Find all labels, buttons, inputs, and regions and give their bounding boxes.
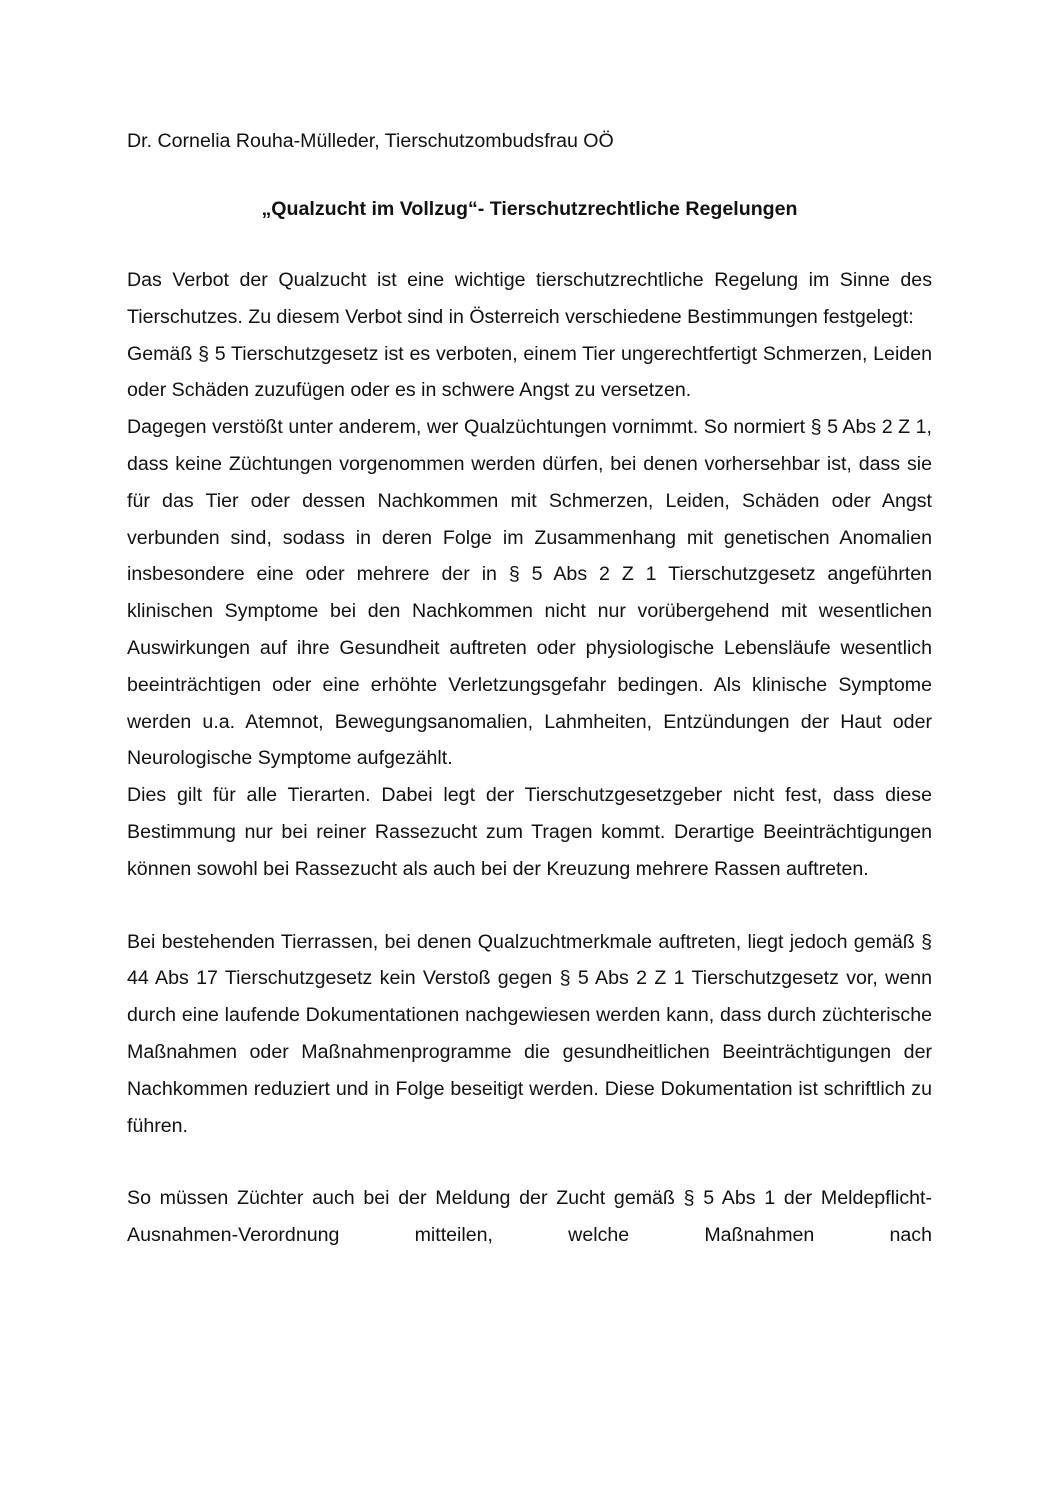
paragraph-section5: Gemäß § 5 Tierschutzgesetz ist es verboten, einem Tier ungerechtfertigt Schmerzen, Leiden oder Schäden zuzufügen oder es in schwere Angst zu versetzen.	[127, 342, 932, 402]
document-body	[127, 126, 932, 1254]
paragraph-meldung-zucht: So müssen Züchter auch bei der Meldung der Zucht gemäß § 5 Abs 1 der Meldepflicht-Ausnahmen-Verordnung mitteilen, welche Maßnahmen nach	[127, 1187, 932, 1247]
document-title: „Qualzucht im Vollzug“- Tierschutzrechtliche Regelungen	[261, 198, 798, 220]
paragraph-qualzuechtungen: Dagegen verstößt unter anderem, wer Qualzüchtungen vornimmt. So normiert § 5 Abs 2 Z 1, dass keine Züchtungen vorgenommen werden dürfen, bei denen vorhersehbar ist, dass sie für das Tier oder dessen Nachkommen mit Schmerzen, Leiden, Schäden oder Angst verbunden sind, sodass in deren Folge im Zusammenhang mit genetischen Anomalien insbesondere eine oder mehrere der in § 5 Abs 2 Z 1 Tierschutzgesetz angeführten klinischen Symptome bei den Nachkommen nicht nur vorübergehend mit wesentlichen Auswirkungen auf ihre Gesundheit auftreten oder physiologische Lebensläufe wesentlich beeinträchtigen oder eine erhöhte Verletzungsgefahr bedingen. Als klinische Symptome werden u.a. Atemnot, Bewegungsanomalien, Lahmheiten, Entzündungen der Haut oder Neurologische Symptome aufgezählt.	[127, 416, 932, 770]
paragraph-intro: Das Verbot der Qualzucht ist eine wichtige tierschutzrechtliche Regelung im Sinne des Tierschutzes. Zu diesem Verbot sind in Österreich verschiedene Bestimmungen festgelegt:	[127, 269, 932, 328]
paragraph-tierarten: Dies gilt für alle Tierarten. Dabei legt der Tierschutzgesetzgeber nicht fest, dass diese Bestimmung nur bei reiner Rassezucht zum Tragen kommt. Derartige Beeinträchtigungen können sowohl bei Rassezucht als auch bei der Kreuzung mehrere Rassen auftreten.	[127, 784, 932, 880]
paragraph-bestehende-tierrassen: Bei bestehenden Tierrassen, bei denen Qualzuchtmerkmale auftreten, liegt jedoch gemäß § 44 Abs 17 Tierschutzgesetz kein Verstoß gegen § 5 Abs 2 Z 1 Tierschutzgesetz vor, wenn durch eine laufende Dokumentationen nachgewiesen werden kann, dass durch züchterische Maßnahmen oder Maßnahmenprogramme die gesundheitlichen Beeinträchtigungen der Nachkommen reduziert und in Folge beseitigt werden. Diese Dokumentation ist schriftlich zu führen.	[127, 930, 932, 1137]
author-line: Dr. Cornelia Rouha-Mülleder, Tierschutzombudsfrau OÖ	[127, 130, 614, 152]
